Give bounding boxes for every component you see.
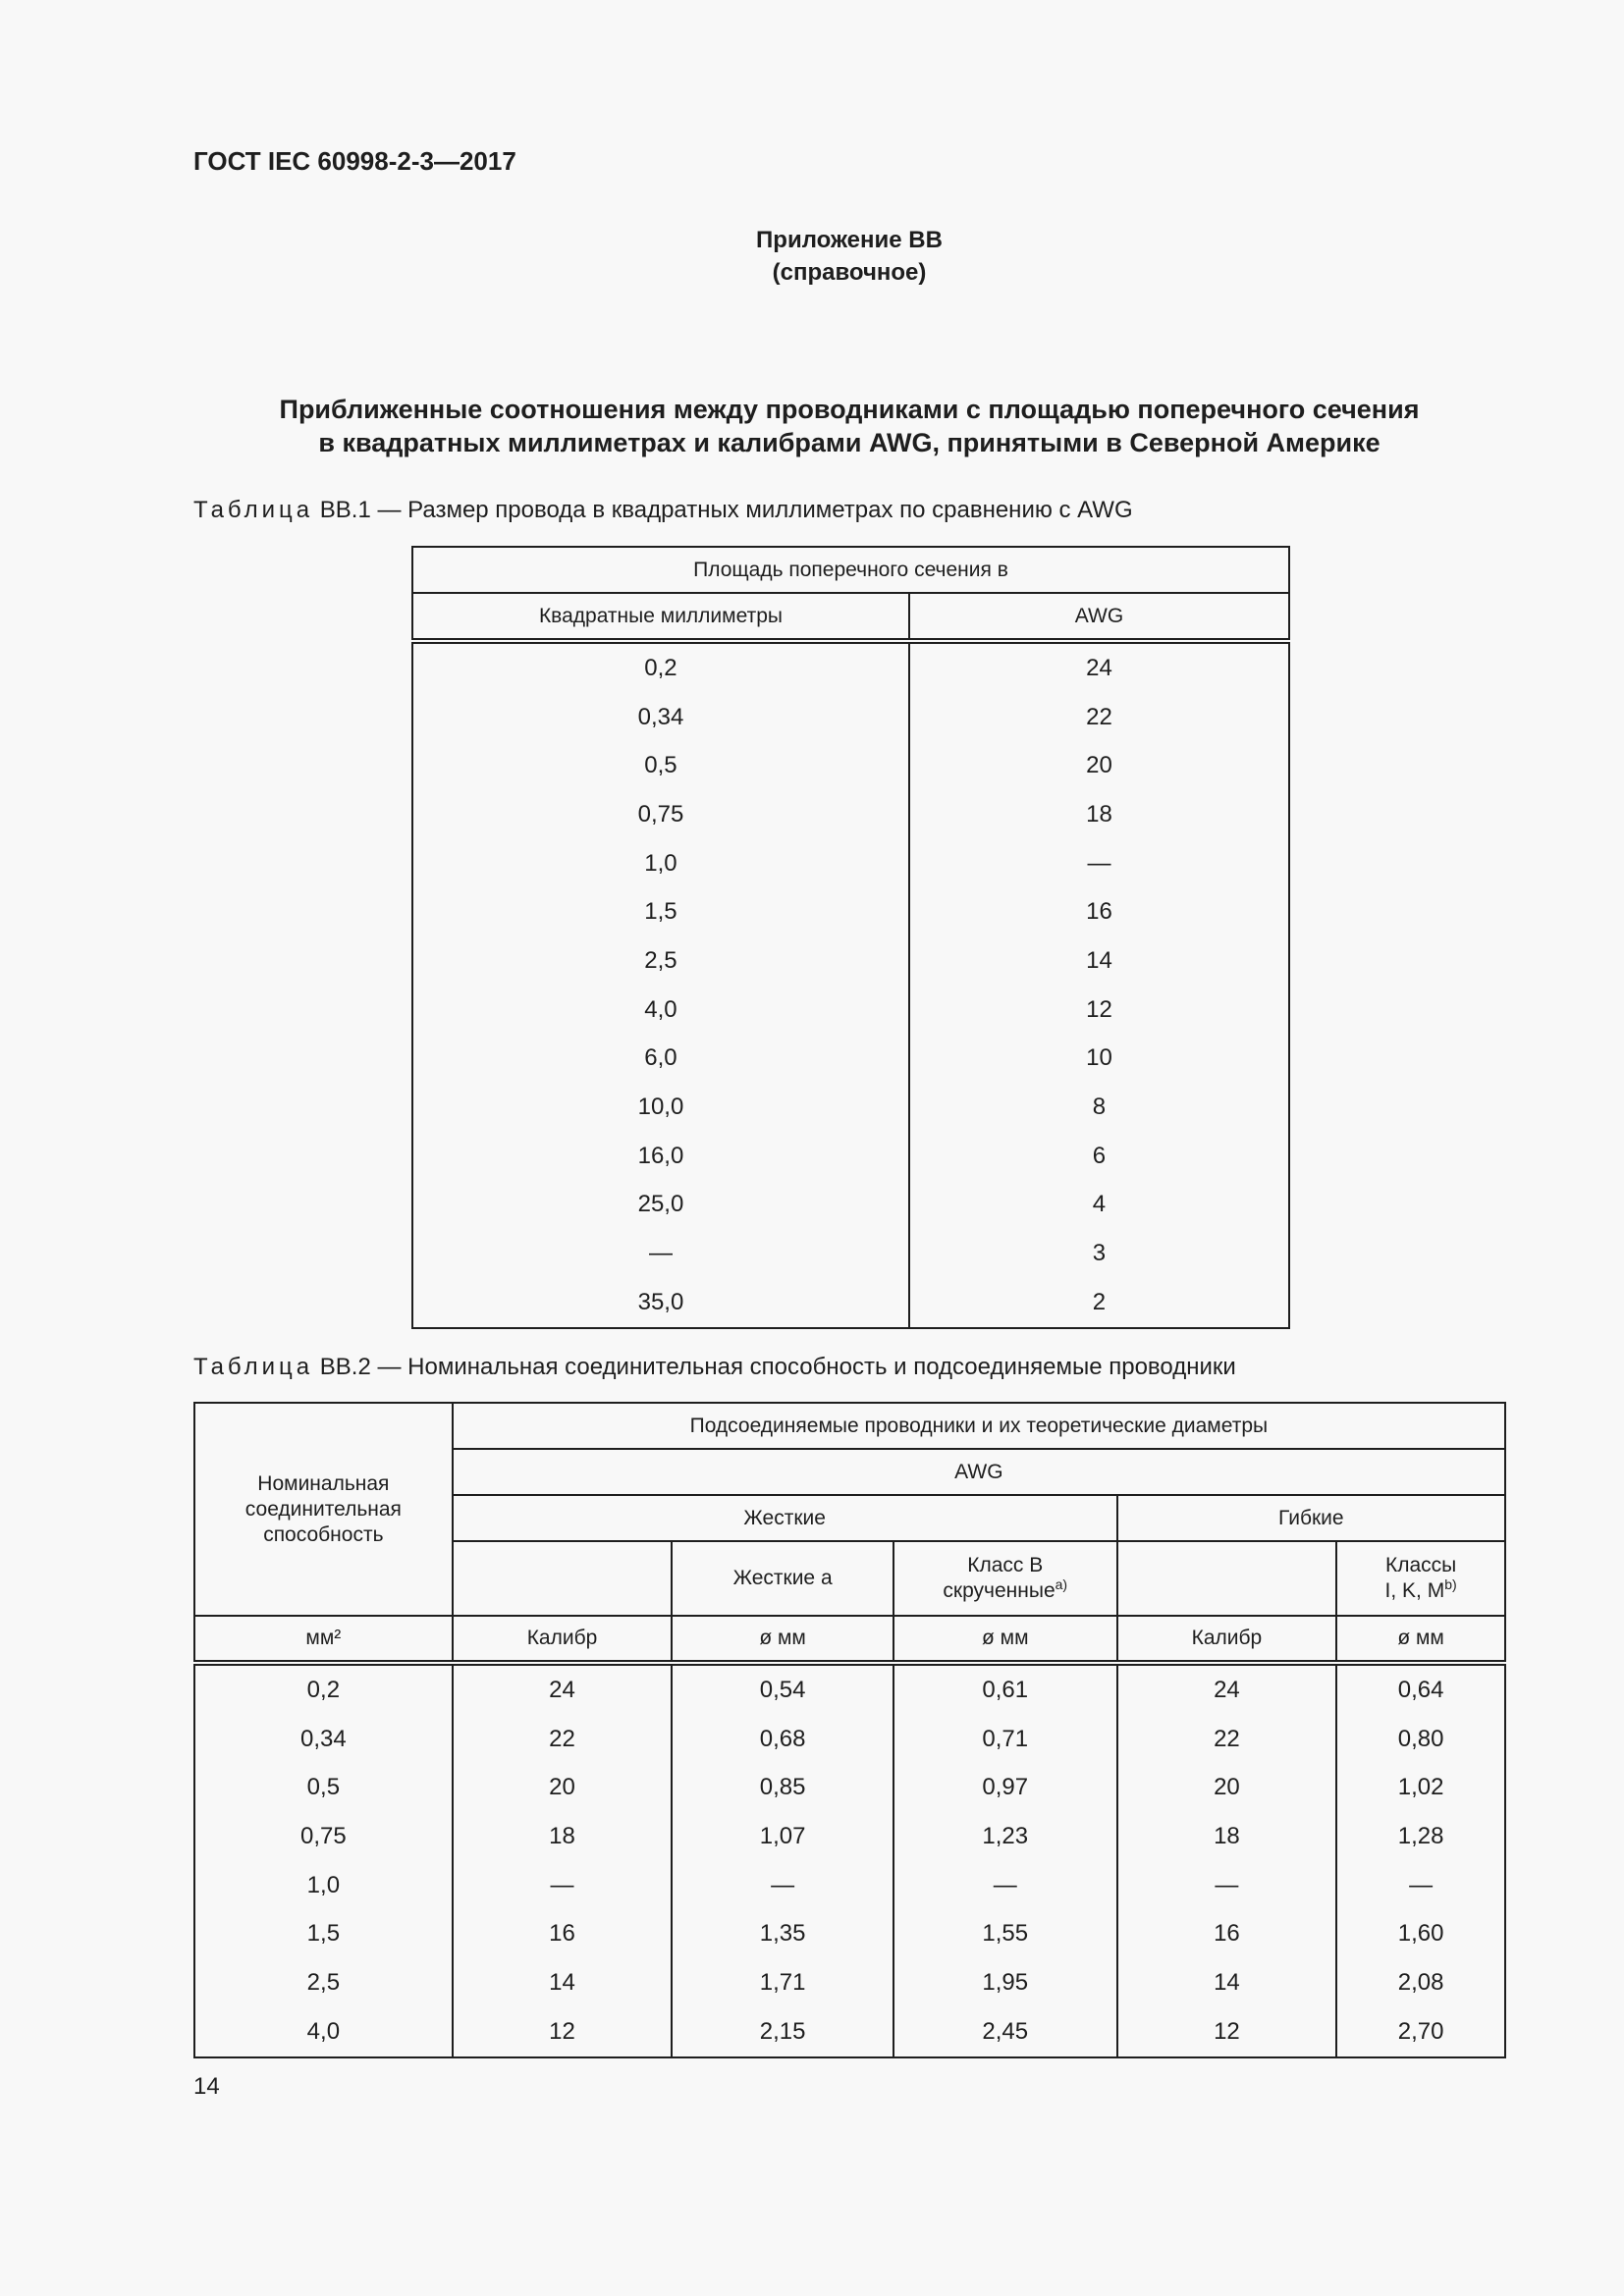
table1-cell-mm: 2,5 <box>412 936 909 986</box>
table1-cell-mm: 0,34 <box>412 693 909 742</box>
table2-cell-solid-dia: 0,54 <box>672 1663 893 1715</box>
table1-wire-sizes <box>411 546 1290 1329</box>
table1-col-awg: AWG <box>909 593 1289 641</box>
table1-cell-mm: 4,0 <box>412 986 909 1035</box>
table2-cell-solid-dia: 1,35 <box>672 1909 893 1958</box>
table2-cell-solid-dia: 2,15 <box>672 2007 893 2057</box>
table2-cell-rigid-gauge: 14 <box>453 1958 673 2007</box>
table2-cell-solid-dia: — <box>672 1861 893 1910</box>
table1-cell-awg: — <box>909 839 1289 888</box>
table2-cell-rigid-gauge: 16 <box>453 1909 673 1958</box>
table2-unit-classes-dia: ø мм <box>1336 1616 1505 1663</box>
table1-cell-mm: — <box>412 1229 909 1278</box>
table2-caption <box>193 1354 1236 1381</box>
table2-cell-rated-mm2: 1,5 <box>194 1909 453 1958</box>
table1-cell-awg: 14 <box>909 936 1289 986</box>
table2-cell-classes-dia: 1,60 <box>1336 1909 1505 1958</box>
table1-col-mm: Квадратные миллиметры <box>412 593 909 641</box>
table2-cell-flex-gauge: 22 <box>1117 1715 1337 1764</box>
table1-cell-awg: 18 <box>909 790 1289 839</box>
table2-cell-class-b-dia: 0,71 <box>893 1715 1117 1764</box>
table2-classes-line2-text: I, K, M <box>1384 1579 1445 1602</box>
table-row <box>194 1958 1505 2007</box>
table2-cell-flex-gauge: 16 <box>1117 1909 1337 1958</box>
table1-cell-mm: 6,0 <box>412 1035 909 1084</box>
table-row <box>412 693 1289 742</box>
table2-rigid-header: Жесткие <box>453 1495 1117 1541</box>
table2-cell-rated-mm2: 4,0 <box>194 2007 453 2057</box>
table2-cell-classes-dia: 1,02 <box>1336 1763 1505 1812</box>
table2-caption-text: ВВ.2 — Номинальная соединительная способность и подсоединяемые проводники <box>319 1354 1236 1380</box>
table1-cell-mm: 25,0 <box>412 1181 909 1230</box>
table2-cell-classes-dia: 1,28 <box>1336 1812 1505 1861</box>
table-row <box>194 2007 1505 2057</box>
table2-cell-rigid-gauge: 18 <box>453 1812 673 1861</box>
table-row <box>412 839 1289 888</box>
table2-cell-rigid-gauge: 24 <box>453 1663 673 1715</box>
table2-class-b-line1: Класс B <box>967 1554 1044 1576</box>
table2-awg-header: AWG <box>453 1449 1505 1495</box>
table-row <box>194 1812 1505 1861</box>
table1-cell-awg: 8 <box>909 1083 1289 1132</box>
table2-cell-rated-mm2: 0,75 <box>194 1812 453 1861</box>
table2-unit-class-b-dia: ø мм <box>893 1616 1117 1663</box>
table1-header-row <box>412 593 1289 641</box>
table1-cell-mm: 0,5 <box>412 741 909 790</box>
table2-class-b-line2 <box>894 1578 1116 1604</box>
table-row <box>412 936 1289 986</box>
table-row <box>412 741 1289 790</box>
table-row <box>412 1132 1289 1181</box>
table2-classes-footnote: b) <box>1444 1576 1457 1592</box>
appendix-title: Приложение ВВ <box>756 227 943 253</box>
table2-solid-header: Жесткие a <box>672 1541 893 1616</box>
table2-rated-line3: способность <box>263 1522 384 1546</box>
table1-cell-awg: 24 <box>909 641 1289 693</box>
table2-classes-line1: Классы <box>1384 1554 1457 1576</box>
table2-caption-prefix: Таблица <box>193 1354 314 1380</box>
table-row <box>412 641 1289 693</box>
section-title-line2: в квадратных миллиметрах и калибрами AWG, принятыми в Северной Америке <box>318 428 1380 457</box>
table1-cell-mm: 10,0 <box>412 1083 909 1132</box>
table-row <box>412 887 1289 936</box>
table-row <box>412 1278 1289 1328</box>
table2-header-row1 <box>194 1403 1505 1449</box>
table1-caption-prefix: Таблица <box>193 497 314 523</box>
table2-empty-rigid-gauge <box>453 1541 673 1616</box>
table2-cell-flex-gauge: 20 <box>1117 1763 1337 1812</box>
table2-classes-header <box>1336 1541 1505 1616</box>
table2-cell-classes-dia: — <box>1336 1861 1505 1910</box>
table1-cell-awg: 4 <box>909 1181 1289 1230</box>
table1-cell-awg: 6 <box>909 1132 1289 1181</box>
table1-cell-awg: 12 <box>909 986 1289 1035</box>
table2-cell-rated-mm2: 0,2 <box>194 1663 453 1715</box>
table2-rated-line2: соединительная <box>244 1497 402 1521</box>
table2-connecting-capacity <box>193 1402 1506 2058</box>
table1-cell-awg: 16 <box>909 887 1289 936</box>
table2-cell-class-b-dia: 1,95 <box>893 1958 1117 2007</box>
table2-cell-solid-dia: 0,85 <box>672 1763 893 1812</box>
table1-cell-awg: 20 <box>909 741 1289 790</box>
table-row <box>412 1181 1289 1230</box>
table1-cell-awg: 2 <box>909 1278 1289 1328</box>
table2-cell-rated-mm2: 0,34 <box>194 1715 453 1764</box>
table2-cell-rigid-gauge: 22 <box>453 1715 673 1764</box>
table2-cell-solid-dia: 0,68 <box>672 1715 893 1764</box>
table1-header-group: Площадь поперечного сечения в <box>412 547 1289 593</box>
table2-cell-flex-gauge: 24 <box>1117 1663 1337 1715</box>
table1-cell-mm: 16,0 <box>412 1132 909 1181</box>
table2-cell-rigid-gauge: 12 <box>453 2007 673 2057</box>
table1-cell-mm: 0,75 <box>412 790 909 839</box>
table2-cell-rated-mm2: 2,5 <box>194 1958 453 2007</box>
table2-cell-classes-dia: 2,70 <box>1336 2007 1505 2057</box>
table2-class-b-footnote: a) <box>1055 1576 1068 1592</box>
table-row <box>412 1083 1289 1132</box>
table2-cell-flex-gauge: 18 <box>1117 1812 1337 1861</box>
table2-cell-class-b-dia: 2,45 <box>893 2007 1117 2057</box>
table2-cell-rated-mm2: 0,5 <box>194 1763 453 1812</box>
section-title-line1: Приближенные соотношения между проводниками с площадью поперечного сечения <box>279 395 1420 424</box>
table1-cell-awg: 10 <box>909 1035 1289 1084</box>
table1-cell-mm: 0,2 <box>412 641 909 693</box>
table2-cell-rated-mm2: 1,0 <box>194 1861 453 1910</box>
table2-cell-solid-dia: 1,71 <box>672 1958 893 2007</box>
table2-cell-classes-dia: 2,08 <box>1336 1958 1505 2007</box>
table2-cell-flex-gauge: — <box>1117 1861 1337 1910</box>
table2-unit-rigid-gauge: Калибр <box>453 1616 673 1663</box>
table2-group-header: Подсоединяемые проводники и их теоретические диаметры <box>453 1403 1505 1449</box>
table2-cell-classes-dia: 0,80 <box>1336 1715 1505 1764</box>
table1-cell-mm: 1,0 <box>412 839 909 888</box>
table-row <box>412 1229 1289 1278</box>
table2-cell-flex-gauge: 12 <box>1117 2007 1337 2057</box>
table2-cell-rigid-gauge: 20 <box>453 1763 673 1812</box>
appendix-subtitle: (справочное) <box>772 259 927 286</box>
table2-cell-class-b-dia: — <box>893 1861 1117 1910</box>
table-row <box>194 1663 1505 1715</box>
section-title <box>0 393 1624 459</box>
table-row <box>412 986 1289 1035</box>
table-row <box>194 1763 1505 1812</box>
table2-units-row <box>194 1616 1505 1663</box>
appendix-heading <box>0 224 1624 289</box>
table2-unit-mm2: мм² <box>194 1616 453 1663</box>
table2-cell-class-b-dia: 1,55 <box>893 1909 1117 1958</box>
table-row <box>194 1861 1505 1910</box>
table1-cell-awg: 22 <box>909 693 1289 742</box>
table2-flexible-header: Гибкие <box>1117 1495 1505 1541</box>
document-code: ГОСТ IEC 60998-2-3—2017 <box>193 146 516 176</box>
table2-rated-line1: Номинальная <box>257 1471 390 1495</box>
table1-cell-awg: 3 <box>909 1229 1289 1278</box>
table1-header-group-row <box>412 547 1289 593</box>
table-row <box>194 1909 1505 1958</box>
table2-cell-solid-dia: 1,07 <box>672 1812 893 1861</box>
table2-class-b-line2-text: скрученные <box>943 1579 1056 1602</box>
table1-caption <box>193 497 1133 524</box>
table2-classes-line2 <box>1337 1578 1504 1604</box>
table2-cell-class-b-dia: 0,97 <box>893 1763 1117 1812</box>
table-row <box>412 790 1289 839</box>
table1-cell-mm: 35,0 <box>412 1278 909 1328</box>
table2-cell-class-b-dia: 1,23 <box>893 1812 1117 1861</box>
table2-cell-rigid-gauge: — <box>453 1861 673 1910</box>
table1-cell-mm: 1,5 <box>412 887 909 936</box>
table2-unit-flex-gauge: Калибр <box>1117 1616 1337 1663</box>
table2-cell-classes-dia: 0,64 <box>1336 1663 1505 1715</box>
table-row <box>412 1035 1289 1084</box>
page-number: 14 <box>193 2073 220 2100</box>
table2-cell-flex-gauge: 14 <box>1117 1958 1337 2007</box>
table2-cell-class-b-dia: 0,61 <box>893 1663 1117 1715</box>
table-row <box>194 1715 1505 1764</box>
table2-class-b-header <box>893 1541 1117 1616</box>
table1-caption-text: ВВ.1 — Размер провода в квадратных миллиметрах по сравнению с AWG <box>319 497 1133 523</box>
table2-rated-capacity-header <box>194 1403 453 1616</box>
table2-unit-solid-dia: ø мм <box>672 1616 893 1663</box>
table2-empty-flex-gauge <box>1117 1541 1337 1616</box>
